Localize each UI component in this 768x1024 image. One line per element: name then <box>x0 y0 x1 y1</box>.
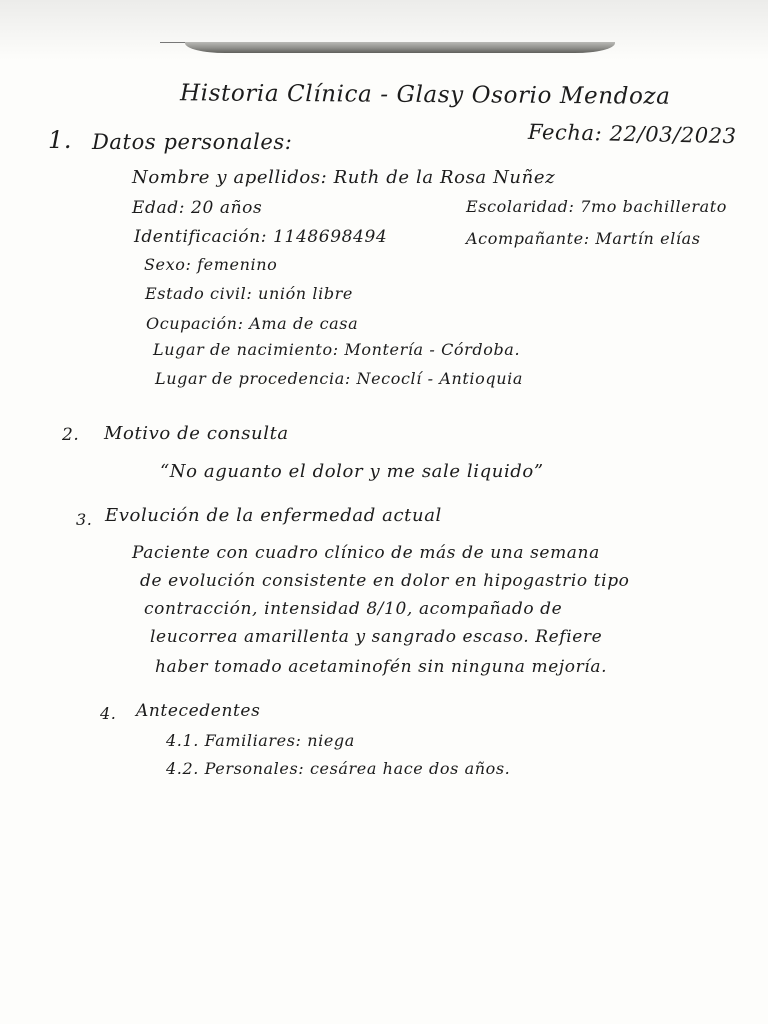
section-4-number: 4. <box>100 704 117 723</box>
binder-clip-shadow <box>185 42 615 53</box>
evolucion-line-5: haber tomado acetaminofén sin ninguna mejoría. <box>155 657 608 677</box>
field-nombre: Nombre y apellidos: Ruth de la Rosa Nuñez <box>132 167 556 188</box>
field-lugar-procedencia: Lugar de procedencia: Necoclí - Antioquia <box>155 369 523 388</box>
evolucion-line-1: Paciente con cuadro clínico de más de una semana <box>132 543 600 563</box>
field-sexo: Sexo: femenino <box>144 255 278 274</box>
evolucion-line-4: leucorrea amarillenta y sangrado escaso. Refiere <box>150 627 603 647</box>
field-identificacion: Identificación: 1148698494 <box>134 227 388 247</box>
antecedentes-personales: 4.2. Personales: cesárea hace dos años. <box>166 759 511 778</box>
section-2-heading: Motivo de consulta <box>104 423 289 444</box>
field-lugar-nacimiento: Lugar de nacimiento: Montería - Córdoba. <box>153 340 521 359</box>
date-label: Fecha: 22/03/2023 <box>527 119 737 149</box>
evolucion-line-3: contracción, intensidad 8/10, acompañado de <box>144 599 563 619</box>
field-escolaridad: Escolaridad: 7mo bachillerato <box>466 197 727 216</box>
field-edad: Edad: 20 años <box>132 198 263 218</box>
field-estado-civil: Estado civil: unión libre <box>145 284 353 303</box>
page-title: Historia Clínica - Glasy Osorio Mendoza <box>179 80 671 110</box>
antecedentes-familiares: 4.1. Familiares: niega <box>166 731 355 750</box>
field-acompanante: Acompañante: Martín elías <box>466 229 701 248</box>
section-1-heading: Datos personales: <box>92 130 293 154</box>
section-3-number: 3. <box>76 510 93 529</box>
section-2-number: 2. <box>62 425 80 445</box>
section-4-heading: Antecedentes <box>136 701 261 721</box>
section-3-heading: Evolución de la enfermedad actual <box>105 505 442 526</box>
section-1-number: 1. <box>48 126 73 154</box>
motivo-quote: “No aguanto el dolor y me sale liquido” <box>160 461 544 482</box>
evolucion-line-2: de evolución consistente en dolor en hipogastrio tipo <box>140 571 630 591</box>
field-ocupacion: Ocupación: Ama de casa <box>146 314 359 333</box>
